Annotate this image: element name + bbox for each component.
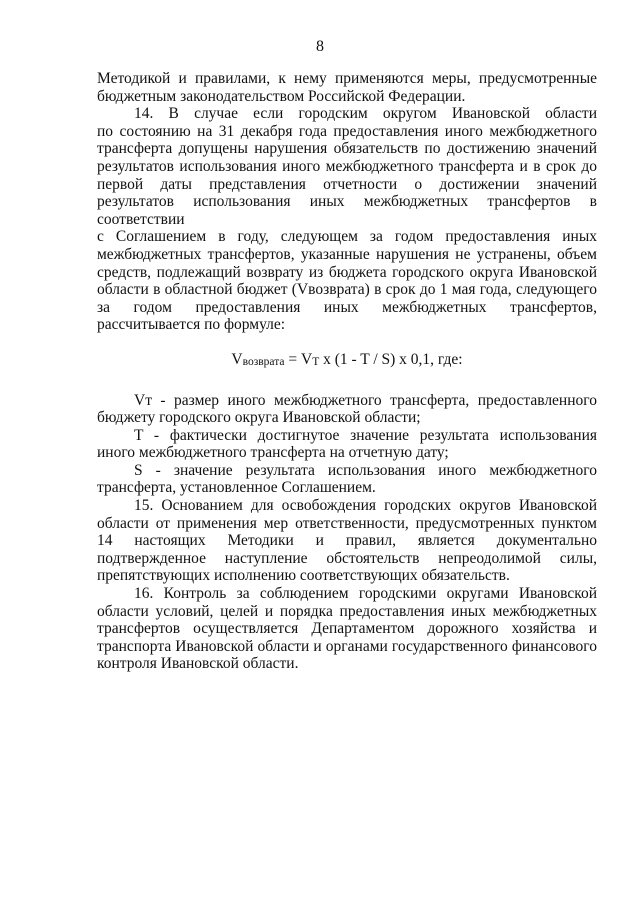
formula-lhs-subscript: возврата (242, 355, 285, 368)
paragraph-14-line: по состоянию на 31 декабря года предоставления иного межбюджетного (97, 122, 597, 140)
definition-t: иного межбюджетного трансферта на отчетную дату; (97, 444, 449, 462)
paragraph-16-line: области условий, целей и порядка предоставления иных межбюджетных (97, 602, 597, 620)
paragraph-15-line: препятствующих исполнению соответствующих обязательств. (97, 567, 510, 585)
definition-s: S - значение результата использования иного межбюджетного (134, 461, 597, 479)
paragraph-15-line: 15. Основанием для освобождения городских округов Ивановской (134, 497, 597, 515)
formula-vt-subscript: T (312, 355, 320, 368)
paragraph-14-line: рассчитывается по формуле: (97, 316, 286, 334)
formula-rhs: x (1 - T / S) x 0,1, где: (319, 350, 463, 368)
paragraph-16-line: трансфертов осуществляется Департаментом дорожного хозяйства и (97, 620, 597, 638)
paragraph-14-line: 14. В случае если городским округом Ивановской области (134, 105, 597, 123)
paragraph-16-line: контроля Ивановской области. (97, 655, 299, 673)
paragraph-14-line: с Соглашением в году, следующем за годом предоставления иных (97, 228, 597, 246)
refund-formula (97, 351, 597, 372)
paragraph-14-line: межбюджетных трансфертов, указанные нарушения не устранены, объем (97, 245, 597, 263)
definition-vt: Vт - размер иного межбюджетного трансферта, предоставленного (134, 391, 597, 409)
definition-t: T - фактически достигнутое значение результата использования (134, 426, 597, 444)
page-number: 8 (316, 38, 324, 55)
paragraph-14-line: результатов использования иных межбюджетных трансфертов в (97, 193, 597, 211)
paragraph-14-line: соответствии (97, 210, 185, 228)
text-line: Методикой и правилами, к нему применяются меры, предусмотренные (97, 70, 597, 87)
paragraph-14-line: первой даты представления отчетности о достижении значений (97, 175, 597, 193)
definition-vt: бюджету городского округа Ивановской области; (97, 409, 421, 427)
formula-lhs: V (231, 350, 243, 368)
paragraph-16-line: 16. Контроль за соблюдением городскими округами Ивановской (134, 585, 597, 603)
paragraph-14-line: средств, подлежащий возврату из бюджета городского округа Ивановской (97, 263, 597, 281)
paragraph-16-line: транспорта Ивановской области и органами государственного финансового (97, 637, 597, 655)
formula-equals: = V (284, 350, 313, 368)
paragraph-15-line: подтвержденное наступление обстоятельств непреодолимой силы, (97, 549, 597, 567)
paragraph-14-line: трансферта допущены нарушения обязательств по достижению значений (97, 140, 597, 158)
paragraph-14-line: за годом предоставления иных межбюджетных трансфертов, (97, 298, 597, 316)
paragraph-15-line: области от применения мер ответственности, предусмотренных пунктом (97, 514, 597, 532)
definition-s: трансферта, установленное Соглашением. (97, 479, 376, 497)
document-body (97, 70, 597, 673)
paragraph-15-line: 14 настоящих Методики и правил, является документально (97, 532, 597, 550)
paragraph-14-line: результатов использования иного межбюджетного трансферта и в срок до (97, 157, 597, 175)
text-line: бюджетным законодательством Российской Федерации. (97, 87, 466, 105)
paragraph-14-line: области в областной бюджет (Vвозврата) в срок до 1 мая года, следующего (97, 281, 597, 299)
